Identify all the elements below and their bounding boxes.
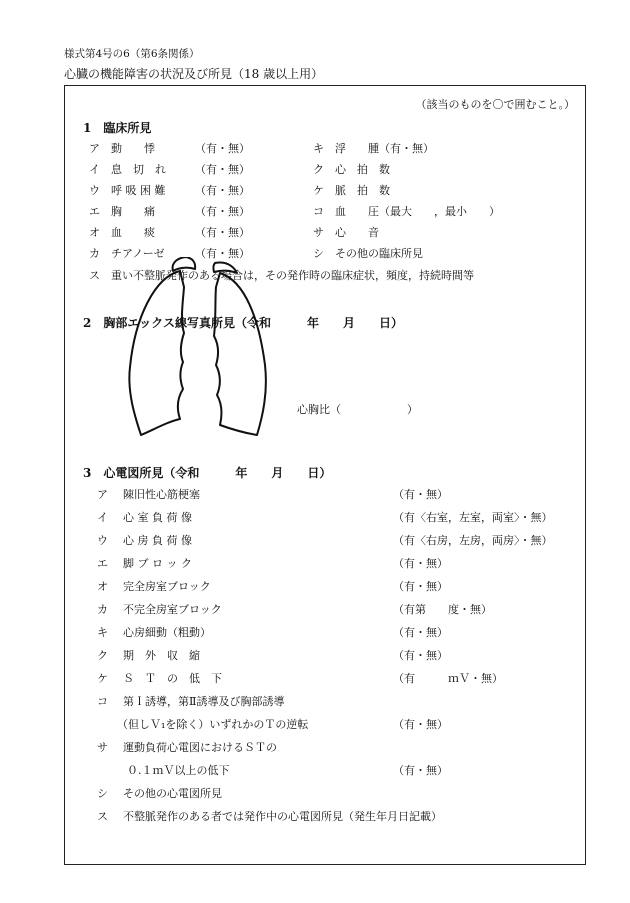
clinical-label: 心 音 [335, 226, 379, 239]
clinical-code: エ [89, 205, 100, 218]
section-ecg-heading: 3 心電図所見（令和 年 月 日） [83, 466, 332, 480]
clinical-code: オ [89, 226, 100, 239]
clinical-code: イ [89, 163, 100, 176]
chest-xray-diagram [95, 257, 295, 453]
ecg-code: サ [97, 741, 108, 754]
clinical-label: 動 悸 [111, 142, 155, 155]
ecg-value[interactable]: （有・無） [393, 488, 448, 501]
clinical-value[interactable]: （有・無） [195, 184, 250, 197]
clinical-code: ク [313, 163, 324, 176]
ecg-label: （但しＶ₁を除く）いずれかのＴの逆転 [117, 718, 309, 731]
ecg-value[interactable]: （有・無） [393, 557, 448, 570]
ecg-value[interactable]: （有〈右房，左房，両房〉・無） [393, 534, 553, 547]
clinical-label: 胸 痛 [111, 205, 155, 218]
clinical-code: ス [89, 269, 100, 282]
ecg-label: 完全房室ブロック [123, 580, 211, 593]
form-number: 様式第4号の6（第6条関係） [64, 48, 200, 60]
ecg-label: 心房細動（粗動） [123, 626, 211, 639]
clinical-label: 血 圧（最大 ，最小 ） [335, 205, 500, 218]
clinical-code: サ [313, 226, 324, 239]
ecg-code: ウ [97, 534, 108, 547]
ecg-label: 不完全房室ブロック [123, 603, 222, 616]
ecg-code: ケ [97, 672, 108, 685]
clinical-label: 脈 拍 数 [335, 184, 390, 197]
ecg-value[interactable]: （有・無） [393, 626, 448, 639]
clinical-code: コ [313, 205, 324, 218]
right-lung-outline [214, 273, 266, 435]
right-apex-cap [213, 262, 237, 273]
ecg-code: エ [97, 557, 108, 570]
ecg-code: ス [97, 810, 108, 823]
clinical-code: カ [89, 247, 100, 260]
clinical-value[interactable]: （有・無） [195, 226, 250, 239]
clinical-label: 息 切 れ [111, 163, 166, 176]
ecg-label: 第Ｉ誘導，第Ⅱ誘導及び胸部誘導 [123, 695, 285, 708]
clinical-label: 血 痰 [111, 226, 155, 239]
ecg-code: キ [97, 626, 108, 639]
ecg-code: ア [97, 488, 108, 501]
ecg-label: その他の心電図所見 [123, 787, 222, 800]
left-apex-cap [173, 257, 196, 271]
clinical-code: キ [313, 142, 324, 155]
ecg-label: ０.１ｍＶ以上の低下 [127, 764, 230, 777]
ecg-value[interactable]: （有第 度・無） [393, 603, 492, 616]
clinical-label[interactable]: 浮 腫（有・無） [335, 142, 434, 155]
clinical-note: 重い不整脈発作のある場合は，その発作時の臨床症状，頻度，持続時間等 [111, 269, 474, 282]
clinical-value[interactable]: （有・無） [195, 247, 250, 260]
ecg-label: 運動負荷心電図におけるＳＴの [123, 741, 277, 754]
ecg-code: カ [97, 603, 108, 616]
clinical-label: 呼 吸 困 難 [111, 184, 166, 197]
ecg-label: 不整脈発作のある者では発作中の心電図所見（発生年月日記載） [123, 810, 442, 823]
clinical-code: ケ [313, 184, 324, 197]
ecg-code: イ [97, 511, 108, 524]
ecg-value[interactable]: （有・無） [393, 764, 448, 777]
ecg-label: 脚 ブ ロ ッ ク [123, 557, 192, 570]
ecg-label: Ｓ Ｔ の 低 下 [123, 672, 222, 685]
ecg-value[interactable]: （有・無） [393, 580, 448, 593]
clinical-code: シ [313, 247, 324, 260]
ecg-code: シ [97, 787, 108, 800]
ecg-value[interactable]: （有・無） [393, 718, 448, 731]
clinical-value[interactable]: （有・無） [195, 163, 250, 176]
clinical-label: その他の臨床所見 [335, 247, 423, 260]
ecg-value[interactable]: （有・無） [393, 649, 448, 662]
cardiothoracic-ratio[interactable]: 心胸比（ ） [297, 403, 418, 416]
ecg-label: 期 外 収 縮 [123, 649, 200, 662]
left-lung-outline [129, 271, 184, 435]
form-title: 心臓の機能障害の状況及び所見（18 歳以上用） [64, 67, 324, 81]
ecg-label: 陳旧性心筋梗塞 [123, 488, 200, 501]
ecg-code: オ [97, 580, 108, 593]
ecg-label: 心 房 負 荷 像 [123, 534, 192, 547]
instruction-note: （該当のものを〇で囲むこと。） [415, 98, 575, 111]
clinical-value[interactable]: （有・無） [195, 205, 250, 218]
clinical-label: チアノーゼ [111, 247, 165, 260]
section-xray-heading: 2 胸部エックス線写真所見（令和 年 月 日） [83, 316, 403, 330]
ecg-value[interactable]: （有 ｍＶ・無） [393, 672, 503, 685]
clinical-code: ウ [89, 184, 100, 197]
clinical-code: ア [89, 142, 100, 155]
section-clinical-heading: 1 臨床所見 [83, 121, 152, 135]
clinical-label: 心 拍 数 [335, 163, 390, 176]
clinical-value[interactable]: （有・無） [195, 142, 250, 155]
ecg-code: コ [97, 695, 108, 708]
ecg-code: ク [97, 649, 108, 662]
form-frame [64, 85, 586, 865]
ecg-value[interactable]: （有〈右室，左室，両室〉・無） [393, 511, 553, 524]
ecg-label: 心 室 負 荷 像 [123, 511, 192, 524]
